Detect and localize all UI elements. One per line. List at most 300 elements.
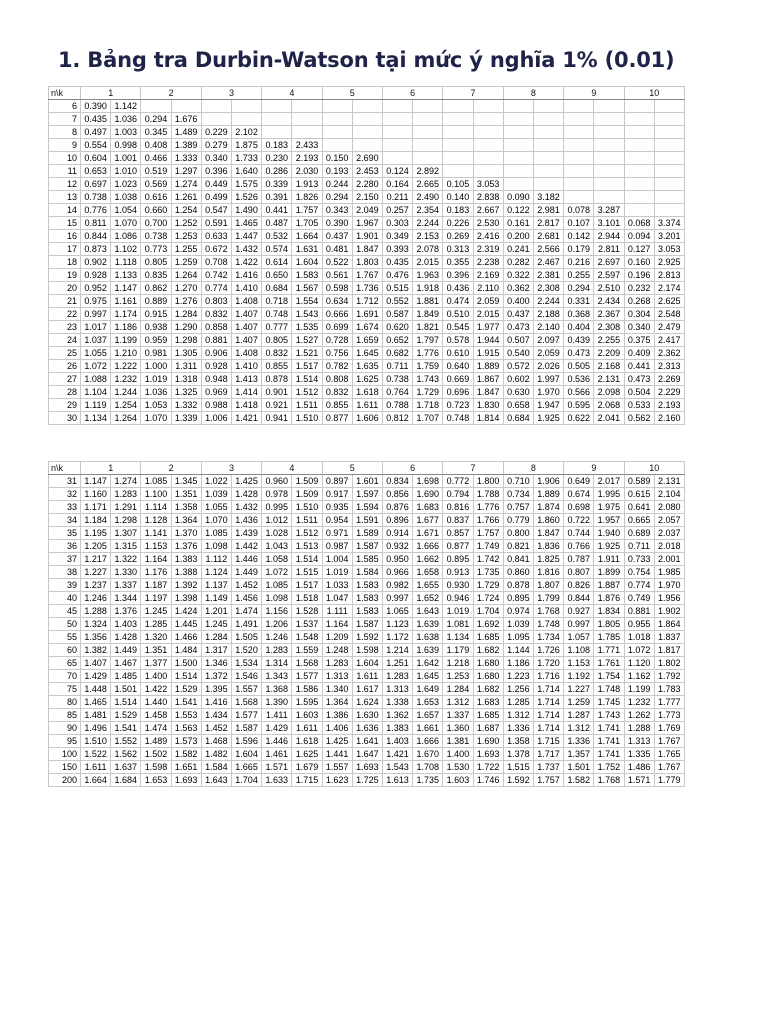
- du-cell: 1.422: [231, 256, 261, 269]
- dl-cell: [503, 139, 533, 152]
- dl-cell: 1.227: [564, 683, 594, 696]
- n-cell: 7: [49, 113, 81, 126]
- dl-cell: 1.072: [624, 644, 654, 657]
- n-cell: 85: [49, 709, 81, 722]
- dl-cell: 0.915: [141, 308, 171, 321]
- dl-cell: 1.337: [443, 709, 473, 722]
- dl-cell: 0.216: [564, 256, 594, 269]
- dl-cell: 0.474: [443, 295, 473, 308]
- dl-cell: 0.978: [262, 488, 292, 501]
- dl-cell: 0.322: [503, 269, 533, 282]
- dl-cell: 0.777: [262, 321, 292, 334]
- table-row: [49, 373, 685, 386]
- du-cell: 1.509: [292, 475, 322, 488]
- dl-cell: 1.246: [81, 592, 111, 605]
- dl-cell: 0.711: [624, 540, 654, 553]
- du-cell: 1.659: [352, 334, 382, 347]
- du-cell: 1.754: [594, 670, 624, 683]
- dl-cell: 1.335: [624, 748, 654, 761]
- n-cell: 65: [49, 657, 81, 670]
- du-cell: 2.015: [413, 256, 443, 269]
- dl-cell: 0.834: [382, 475, 412, 488]
- du-cell: 1.715: [292, 774, 322, 787]
- du-cell: 1.535: [292, 321, 322, 334]
- du-cell: 1.339: [171, 412, 201, 425]
- du-cell: 2.838: [473, 191, 503, 204]
- du-cell: [473, 126, 503, 139]
- du-cell: 1.577: [292, 670, 322, 683]
- du-cell: 1.442: [231, 540, 261, 553]
- dl-cell: 1.047: [322, 592, 352, 605]
- dl-cell: 0.794: [443, 488, 473, 501]
- table-row: [49, 334, 685, 347]
- du-cell: [413, 126, 443, 139]
- dl-cell: 1.153: [141, 540, 171, 553]
- du-cell: 1.625: [292, 748, 322, 761]
- du-cell: 2.362: [654, 347, 684, 360]
- dl-cell: 0.873: [81, 243, 111, 256]
- dl-cell: 1.510: [81, 735, 111, 748]
- du-cell: 2.665: [413, 178, 443, 191]
- n-cell: 39: [49, 579, 81, 592]
- du-cell: 1.325: [171, 386, 201, 399]
- dl-cell: 1.358: [503, 735, 533, 748]
- dl-cell: 0.504: [624, 386, 654, 399]
- du-cell: 2.059: [533, 347, 563, 360]
- dl-cell: 0.697: [81, 178, 111, 191]
- du-cell: 2.153: [413, 230, 443, 243]
- n-cell: 40: [49, 592, 81, 605]
- du-cell: 1.552: [111, 735, 141, 748]
- du-cell: 1.680: [473, 657, 503, 670]
- dl-cell: 0.183: [443, 204, 473, 217]
- du-cell: 1.541: [171, 696, 201, 709]
- dl-cell: [322, 139, 352, 152]
- dl-cell: 0.997: [81, 308, 111, 321]
- dl-cell: 0.788: [382, 399, 412, 412]
- du-cell: 1.715: [533, 735, 563, 748]
- du-cell: 3.053: [473, 178, 503, 191]
- dl-cell: 1.065: [382, 605, 412, 618]
- du-cell: 1.403: [111, 618, 141, 631]
- dl-cell: 1.400: [141, 670, 171, 683]
- dl-cell: 0.742: [201, 269, 231, 282]
- du-cell: 2.434: [594, 295, 624, 308]
- du-cell: 1.690: [413, 488, 443, 501]
- du-cell: 1.631: [292, 243, 322, 256]
- du-cell: 1.298: [171, 334, 201, 347]
- dl-cell: 1.019: [322, 566, 352, 579]
- dl-cell: 0.997: [564, 618, 594, 631]
- du-cell: 1.436: [231, 514, 261, 527]
- du-cell: 1.970: [654, 579, 684, 592]
- dl-cell: 1.557: [322, 761, 352, 774]
- du-cell: 1.742: [473, 553, 503, 566]
- dl-cell: [141, 100, 171, 113]
- dl-cell: 0.574: [262, 243, 292, 256]
- dl-cell: 0.889: [141, 295, 171, 308]
- header-k-8: 8: [503, 87, 563, 100]
- dl-cell: 0.698: [564, 501, 594, 514]
- n-cell: 30: [49, 412, 81, 425]
- du-cell: 1.511: [292, 399, 322, 412]
- du-cell: 1.693: [352, 761, 382, 774]
- dl-cell: 0.672: [201, 243, 231, 256]
- dl-cell: 1.081: [443, 618, 473, 631]
- dl-cell: 0.856: [382, 488, 412, 501]
- du-cell: 2.981: [533, 204, 563, 217]
- du-cell: 1.725: [352, 774, 382, 787]
- du-cell: 2.453: [352, 165, 382, 178]
- dl-cell: 0.897: [322, 475, 352, 488]
- du-cell: 1.541: [111, 722, 141, 735]
- dl-cell: 1.458: [141, 709, 171, 722]
- du-cell: 2.697: [594, 256, 624, 269]
- n-cell: 18: [49, 256, 81, 269]
- dl-cell: 0.339: [262, 178, 292, 191]
- du-cell: [594, 126, 624, 139]
- dl-cell: 1.340: [322, 683, 352, 696]
- dl-cell: 0.917: [322, 488, 352, 501]
- dl-cell: 0.127: [624, 243, 654, 256]
- header-k-5: 5: [322, 462, 382, 475]
- du-cell: 1.318: [171, 373, 201, 386]
- du-cell: 1.698: [413, 475, 443, 488]
- du-cell: [473, 165, 503, 178]
- dl-cell: 1.199: [624, 683, 654, 696]
- du-cell: 1.512: [292, 386, 322, 399]
- dl-cell: [382, 139, 412, 152]
- dl-cell: 1.055: [81, 347, 111, 360]
- table-row: [49, 475, 685, 488]
- du-cell: 2.510: [594, 282, 624, 295]
- dl-cell: 0.754: [624, 566, 654, 579]
- du-cell: 1.638: [413, 631, 443, 644]
- du-cell: 1.388: [171, 566, 201, 579]
- n-cell: 8: [49, 126, 81, 139]
- dl-cell: 1.407: [81, 657, 111, 670]
- dl-cell: 1.039: [503, 618, 533, 631]
- du-cell: 2.057: [654, 514, 684, 527]
- du-cell: 1.514: [292, 553, 322, 566]
- du-cell: 1.676: [171, 113, 201, 126]
- du-cell: 2.690: [352, 152, 382, 165]
- dl-cell: 1.134: [443, 631, 473, 644]
- du-cell: 1.847: [352, 243, 382, 256]
- dl-cell: 0.938: [141, 321, 171, 334]
- du-cell: 1.389: [171, 139, 201, 152]
- du-cell: 1.714: [533, 683, 563, 696]
- dl-cell: 0.552: [382, 295, 412, 308]
- du-cell: 1.567: [292, 282, 322, 295]
- du-cell: 1.665: [231, 761, 261, 774]
- du-cell: 1.351: [171, 488, 201, 501]
- dl-cell: 0.971: [322, 527, 352, 540]
- du-cell: 1.023: [111, 178, 141, 191]
- dl-cell: 1.496: [81, 722, 111, 735]
- dl-cell: 0.211: [382, 191, 412, 204]
- dl-cell: 0.390: [81, 100, 111, 113]
- dl-cell: [624, 126, 654, 139]
- dl-cell: [322, 113, 352, 126]
- dl-cell: 0.710: [503, 475, 533, 488]
- dl-cell: 1.053: [141, 399, 171, 412]
- dw-table-n6-30: [48, 86, 685, 425]
- du-cell: 1.086: [111, 230, 141, 243]
- du-cell: 1.963: [413, 269, 443, 282]
- dl-cell: 0.684: [262, 282, 292, 295]
- dl-cell: 0.566: [564, 386, 594, 399]
- dl-cell: 1.043: [262, 540, 292, 553]
- du-cell: 1.518: [292, 592, 322, 605]
- dl-cell: 1.468: [201, 735, 231, 748]
- dl-cell: 1.446: [262, 735, 292, 748]
- du-cell: [594, 152, 624, 165]
- du-cell: 1.514: [171, 670, 201, 683]
- table-row: [49, 243, 685, 256]
- du-cell: 1.439: [231, 527, 261, 540]
- du-cell: 2.229: [654, 386, 684, 399]
- dl-cell: 1.111: [322, 605, 352, 618]
- dl-cell: 0.941: [262, 412, 292, 425]
- du-cell: [473, 152, 503, 165]
- du-cell: 1.520: [231, 644, 261, 657]
- n-cell: 16: [49, 230, 81, 243]
- du-cell: 1.637: [111, 761, 141, 774]
- du-cell: 2.269: [654, 373, 684, 386]
- table-row: [49, 579, 685, 592]
- du-cell: 1.102: [111, 243, 141, 256]
- dl-cell: 1.201: [201, 605, 231, 618]
- du-cell: 2.566: [533, 243, 563, 256]
- table-row: [49, 360, 685, 373]
- dl-cell: 1.381: [443, 735, 473, 748]
- dl-cell: [564, 191, 594, 204]
- dl-cell: 0.313: [443, 243, 473, 256]
- dl-cell: 1.283: [382, 670, 412, 683]
- dl-cell: 0.914: [382, 527, 412, 540]
- du-cell: 1.766: [473, 514, 503, 527]
- du-cell: 1.174: [111, 308, 141, 321]
- n-cell: 37: [49, 553, 81, 566]
- du-cell: 1.449: [111, 644, 141, 657]
- dl-cell: 0.927: [564, 605, 594, 618]
- dl-cell: 0.466: [141, 152, 171, 165]
- du-cell: 2.354: [413, 204, 443, 217]
- n-cell: 17: [49, 243, 81, 256]
- dl-cell: 0.616: [141, 191, 171, 204]
- du-cell: [654, 113, 684, 126]
- du-cell: 1.010: [111, 165, 141, 178]
- table-row: [49, 605, 685, 618]
- dl-cell: 0.441: [262, 204, 292, 217]
- du-cell: 1.383: [171, 553, 201, 566]
- du-cell: 1.583: [352, 605, 382, 618]
- dl-cell: 0.294: [322, 191, 352, 204]
- du-cell: 1.447: [231, 230, 261, 243]
- du-cell: 1.465: [231, 217, 261, 230]
- dl-cell: 0.362: [503, 282, 533, 295]
- table-row: [49, 540, 685, 553]
- du-cell: 1.636: [352, 722, 382, 735]
- table-row: [49, 657, 685, 670]
- du-cell: 1.562: [111, 748, 141, 761]
- dl-cell: [382, 126, 412, 139]
- du-cell: 1.642: [413, 657, 443, 670]
- dl-cell: 0.286: [262, 165, 292, 178]
- dl-cell: 0.602: [503, 373, 533, 386]
- dl-cell: 0.906: [201, 347, 231, 360]
- du-cell: 1.500: [171, 657, 201, 670]
- header-k-6: 6: [382, 87, 442, 100]
- dl-cell: 1.465: [81, 696, 111, 709]
- du-cell: 2.169: [473, 269, 503, 282]
- dl-cell: 1.390: [262, 696, 292, 709]
- du-cell: 1.407: [231, 321, 261, 334]
- dl-cell: 1.100: [141, 488, 171, 501]
- du-cell: 2.892: [413, 165, 443, 178]
- du-cell: 1.714: [533, 722, 563, 735]
- dl-cell: 0.858: [201, 321, 231, 334]
- du-cell: 1.875: [231, 139, 261, 152]
- du-cell: 1.677: [413, 514, 443, 527]
- dl-cell: 0.816: [443, 501, 473, 514]
- dl-cell: 1.187: [141, 579, 171, 592]
- dl-cell: 0.435: [81, 113, 111, 126]
- header-k-9: 9: [564, 462, 624, 475]
- du-cell: 1.521: [292, 347, 322, 360]
- dl-cell: 0.499: [201, 191, 231, 204]
- du-cell: 3.182: [533, 191, 563, 204]
- du-cell: 1.408: [231, 295, 261, 308]
- du-cell: [533, 178, 563, 191]
- n-cell: 21: [49, 295, 81, 308]
- n-cell: 70: [49, 670, 81, 683]
- dl-cell: 0.738: [141, 230, 171, 243]
- dl-cell: 0.844: [564, 592, 594, 605]
- du-cell: 1.735: [473, 566, 503, 579]
- dl-cell: 1.653: [141, 774, 171, 787]
- dl-cell: 1.019: [141, 373, 171, 386]
- dl-cell: 0.738: [382, 373, 412, 386]
- table-row: [49, 670, 685, 683]
- dl-cell: 0.497: [81, 126, 111, 139]
- du-cell: 1.651: [171, 761, 201, 774]
- dl-cell: 1.312: [564, 722, 594, 735]
- dl-cell: 1.085: [141, 475, 171, 488]
- du-cell: [231, 100, 261, 113]
- du-cell: 2.188: [533, 308, 563, 321]
- dl-cell: 0.860: [503, 566, 533, 579]
- dl-cell: 1.357: [564, 748, 594, 761]
- dl-cell: 0.902: [81, 256, 111, 269]
- dl-cell: 1.153: [564, 657, 594, 670]
- du-cell: 2.367: [594, 308, 624, 321]
- du-cell: [654, 126, 684, 139]
- header-k-1: 1: [81, 87, 141, 100]
- dl-cell: 0.881: [201, 334, 231, 347]
- du-cell: 1.745: [594, 696, 624, 709]
- table-row: [49, 191, 685, 204]
- table-row: [49, 139, 685, 152]
- du-cell: 2.102: [231, 126, 261, 139]
- dl-cell: 0.700: [141, 217, 171, 230]
- du-cell: 2.811: [594, 243, 624, 256]
- du-cell: 1.274: [111, 475, 141, 488]
- dl-cell: 0.808: [322, 373, 352, 386]
- du-cell: 1.413: [231, 373, 261, 386]
- du-cell: 1.957: [594, 514, 624, 527]
- dl-cell: 0.718: [262, 295, 292, 308]
- dl-cell: 0.244: [322, 178, 352, 191]
- dl-cell: 0.952: [81, 282, 111, 295]
- du-cell: 1.161: [111, 295, 141, 308]
- dl-cell: 0.787: [564, 553, 594, 566]
- dl-cell: 0.948: [201, 373, 231, 386]
- header-k-4: 4: [262, 87, 322, 100]
- du-cell: [594, 113, 624, 126]
- dl-cell: 0.950: [382, 553, 412, 566]
- dl-cell: 0.437: [503, 308, 533, 321]
- dl-cell: 0.844: [81, 230, 111, 243]
- dl-cell: 0.921: [262, 399, 292, 412]
- dl-cell: [443, 139, 473, 152]
- du-cell: 1.977: [473, 321, 503, 334]
- dl-cell: 1.112: [201, 553, 231, 566]
- dl-cell: [262, 126, 292, 139]
- du-cell: 1.653: [413, 696, 443, 709]
- dl-cell: 0.901: [262, 386, 292, 399]
- du-cell: 2.817: [533, 217, 563, 230]
- dl-cell: 1.501: [564, 761, 594, 774]
- header-n-k: n\k: [49, 462, 81, 475]
- dl-cell: [564, 178, 594, 191]
- du-cell: 1.821: [413, 321, 443, 334]
- dl-cell: [443, 152, 473, 165]
- du-cell: 1.736: [352, 282, 382, 295]
- table-row: [49, 761, 685, 774]
- dl-cell: 0.562: [624, 412, 654, 425]
- du-cell: 1.529: [111, 709, 141, 722]
- du-cell: 2.026: [533, 360, 563, 373]
- dl-cell: 0.090: [503, 191, 533, 204]
- du-cell: 1.557: [231, 683, 261, 696]
- dl-cell: 1.284: [443, 683, 473, 696]
- du-cell: 2.209: [594, 347, 624, 360]
- dl-cell: 1.085: [201, 527, 231, 540]
- du-cell: [352, 126, 382, 139]
- dl-cell: 0.877: [322, 412, 352, 425]
- header-k-3: 3: [201, 87, 261, 100]
- du-cell: 1.424: [171, 605, 201, 618]
- du-cell: 1.685: [473, 709, 503, 722]
- table-row: [49, 256, 685, 269]
- dl-cell: 0.404: [564, 321, 594, 334]
- du-cell: 2.017: [594, 475, 624, 488]
- du-cell: 1.799: [533, 592, 563, 605]
- du-cell: 1.662: [413, 553, 443, 566]
- n-cell: 80: [49, 696, 81, 709]
- dl-cell: 1.128: [141, 514, 171, 527]
- dl-cell: 1.037: [81, 334, 111, 347]
- du-cell: [654, 100, 684, 113]
- du-cell: 1.749: [473, 540, 503, 553]
- du-cell: 1.748: [533, 618, 563, 631]
- du-cell: 1.944: [473, 334, 503, 347]
- du-cell: 2.597: [594, 269, 624, 282]
- dl-cell: 0.257: [382, 204, 412, 217]
- du-cell: 1.568: [292, 657, 322, 670]
